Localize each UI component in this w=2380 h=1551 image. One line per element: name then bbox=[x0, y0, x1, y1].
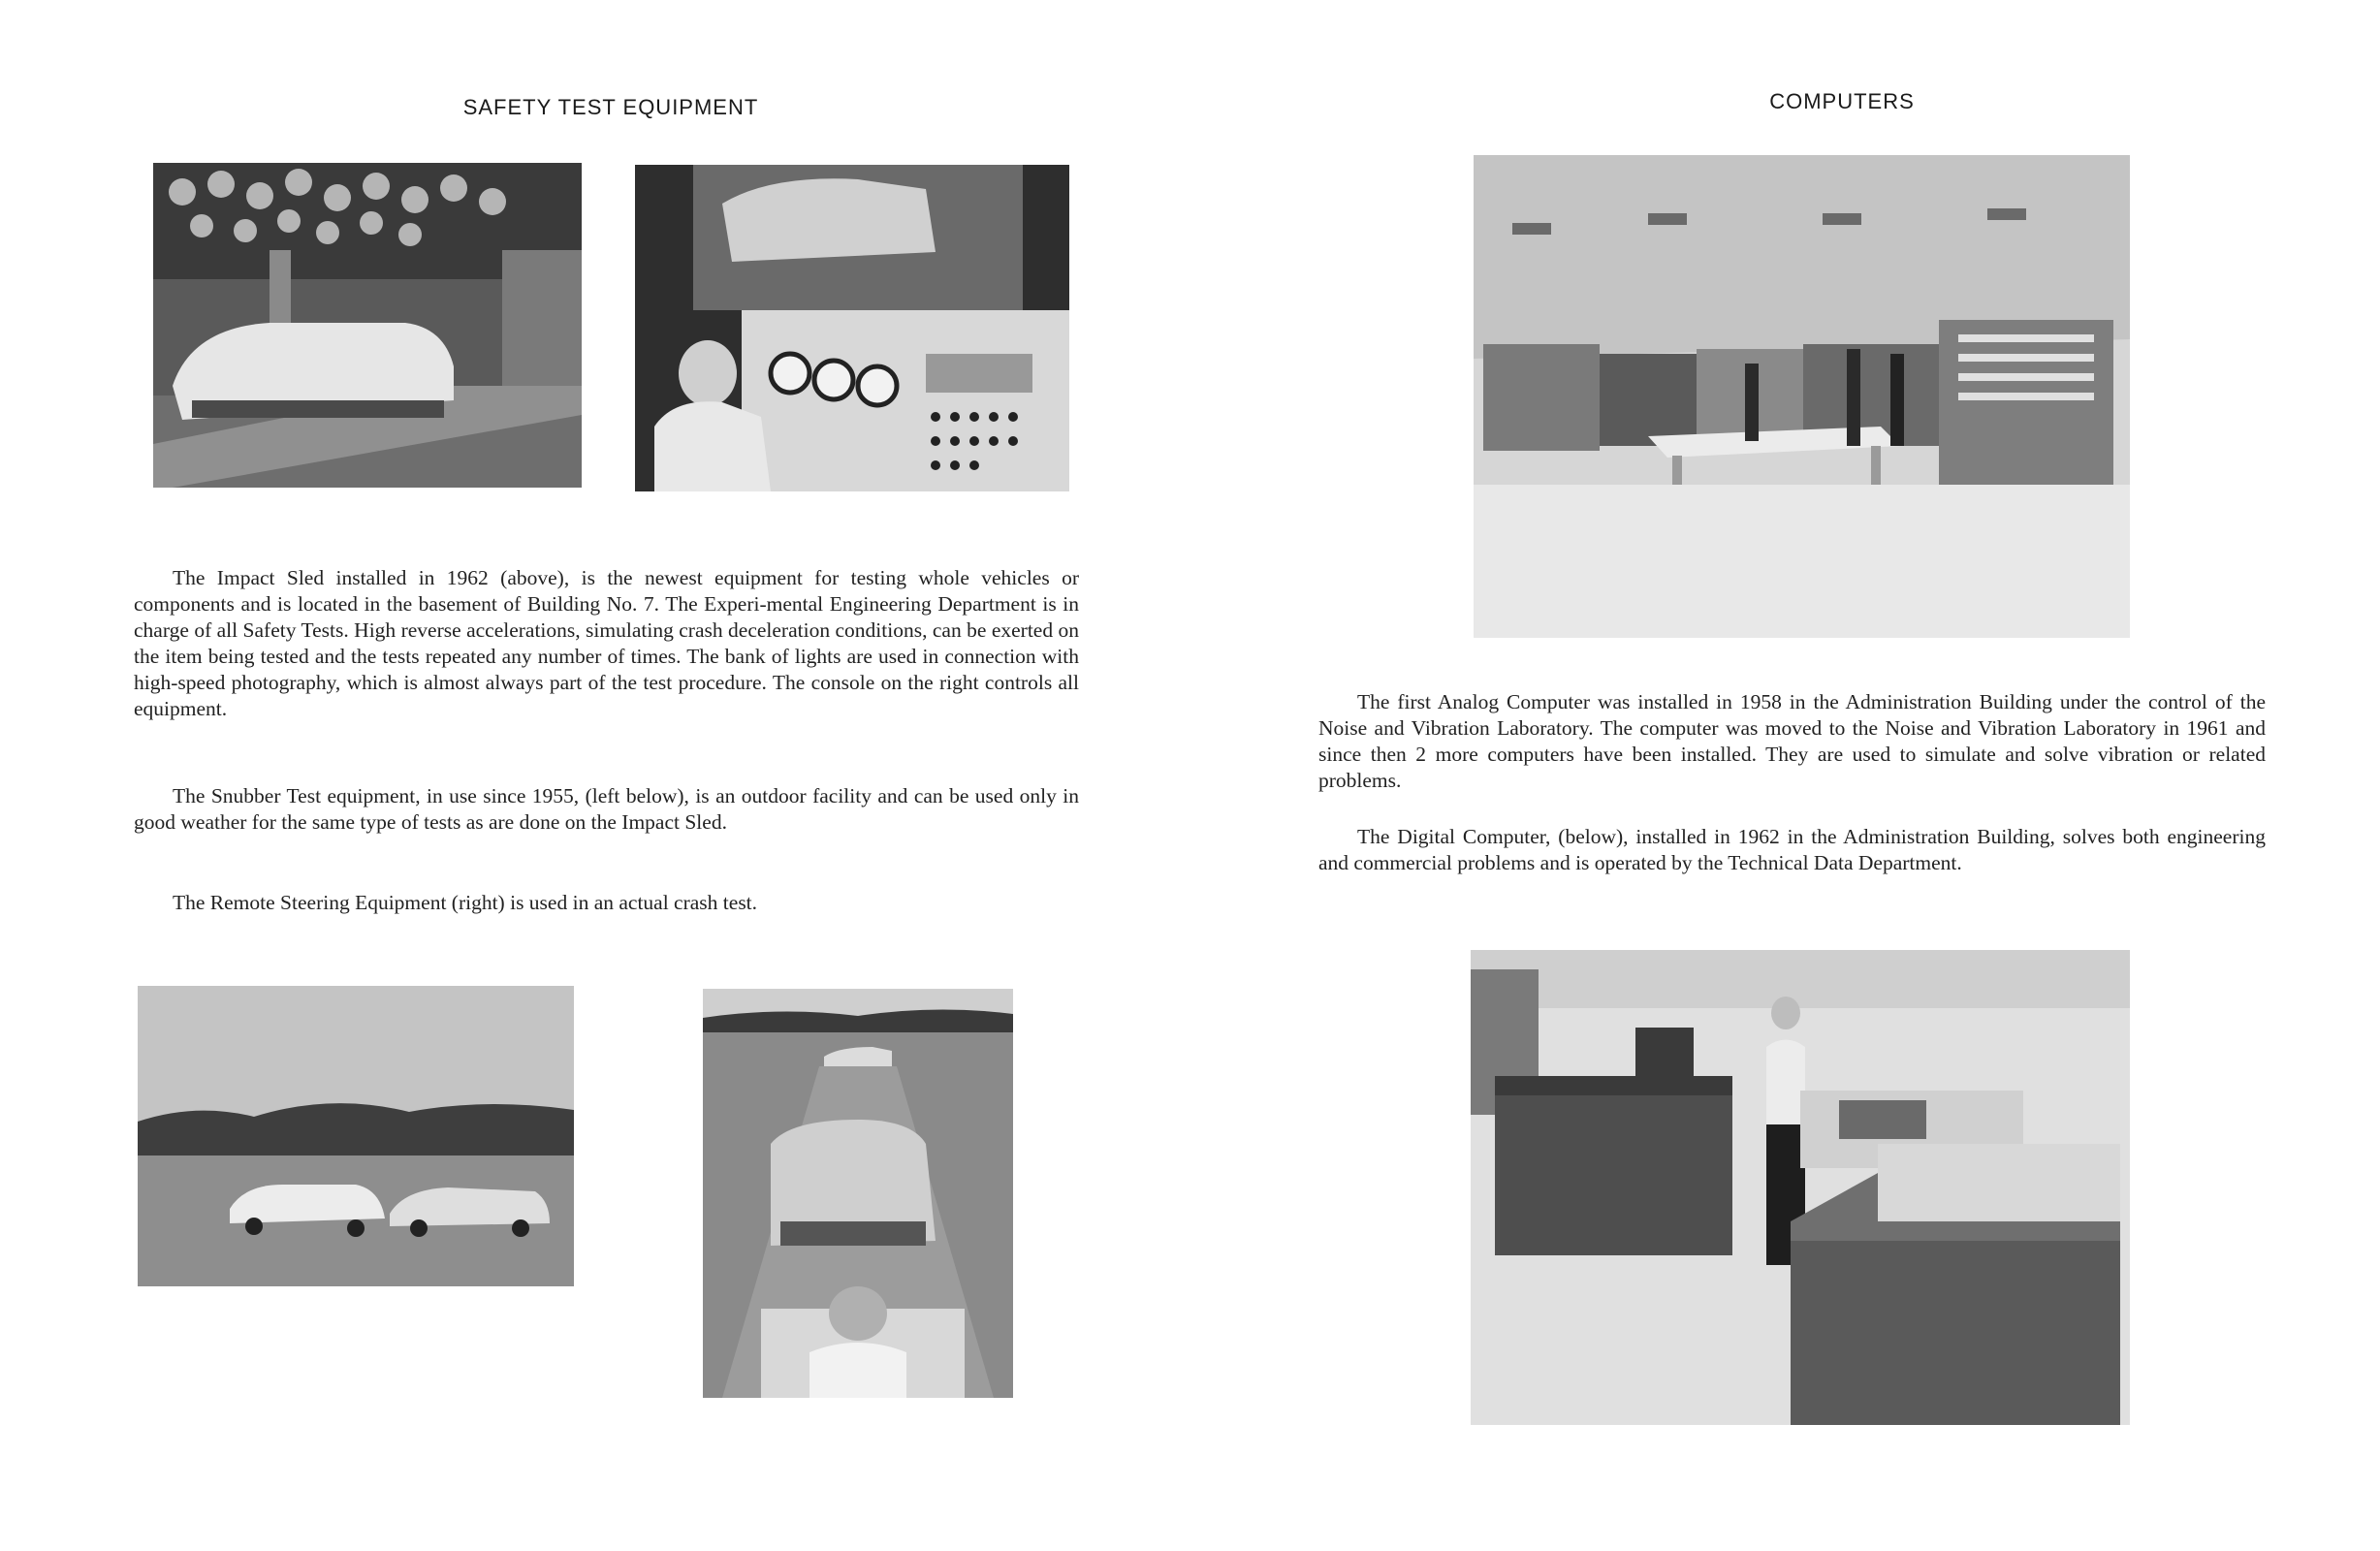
digital-computer-paragraph: The Digital Computer, (below), installed in 1962 in the Administration Building, solves both engineering and commercial problems and is operated by the Technical Data Department. bbox=[1318, 825, 2266, 874]
snubber-test-photo bbox=[138, 986, 574, 1286]
analog-computer-photo bbox=[1474, 155, 2130, 638]
remote-steering-paragraph: The Remote Steering Equipment (right) is used in an actual crash test. bbox=[173, 891, 758, 914]
console-operator-photo bbox=[635, 165, 1069, 491]
snubber-test-paragraph: The Snubber Test equipment, in use since 1955, (left below), is an outdoor facility and can be used only in good weather for the same type of tests as are done on the Impact Sled. bbox=[134, 784, 1079, 834]
remote-steering-photo bbox=[703, 989, 1013, 1398]
impact-sled-paragraph: The Impact Sled installed in 1962 (above), is the newest equipment for testing whole vehicles or components and is located in the basement of Building No. 7. The Experi-mental Engineering Department is in charge of all Safety Tests. High reverse accelerations, simulating crash deceleration conditions, can be exerted on the item being tested and the tests repeated any number of times. The bank of lights are used in connection with high-speed photography, which is almost always part of the test procedure. The console on the right controls all equipment. bbox=[134, 566, 1079, 720]
page-heading-safety: SAFETY TEST EQUIPMENT bbox=[462, 95, 759, 119]
analog-computer-paragraph: The first Analog Computer was installed in 1958 in the Administration Building under the control of the Noise and Vibration Laboratory. The computer was moved to the Noise and Vibration Laboratory in 1961 and since then 2 more computers have been installed. They are used to simulate and solve vibration or related problems. bbox=[1318, 690, 2266, 792]
impact-sled-photo bbox=[153, 163, 582, 488]
right-page bbox=[1190, 0, 2380, 1551]
page-heading-computers: COMPUTERS bbox=[1769, 89, 1915, 113]
digital-computer-photo bbox=[1471, 950, 2130, 1425]
